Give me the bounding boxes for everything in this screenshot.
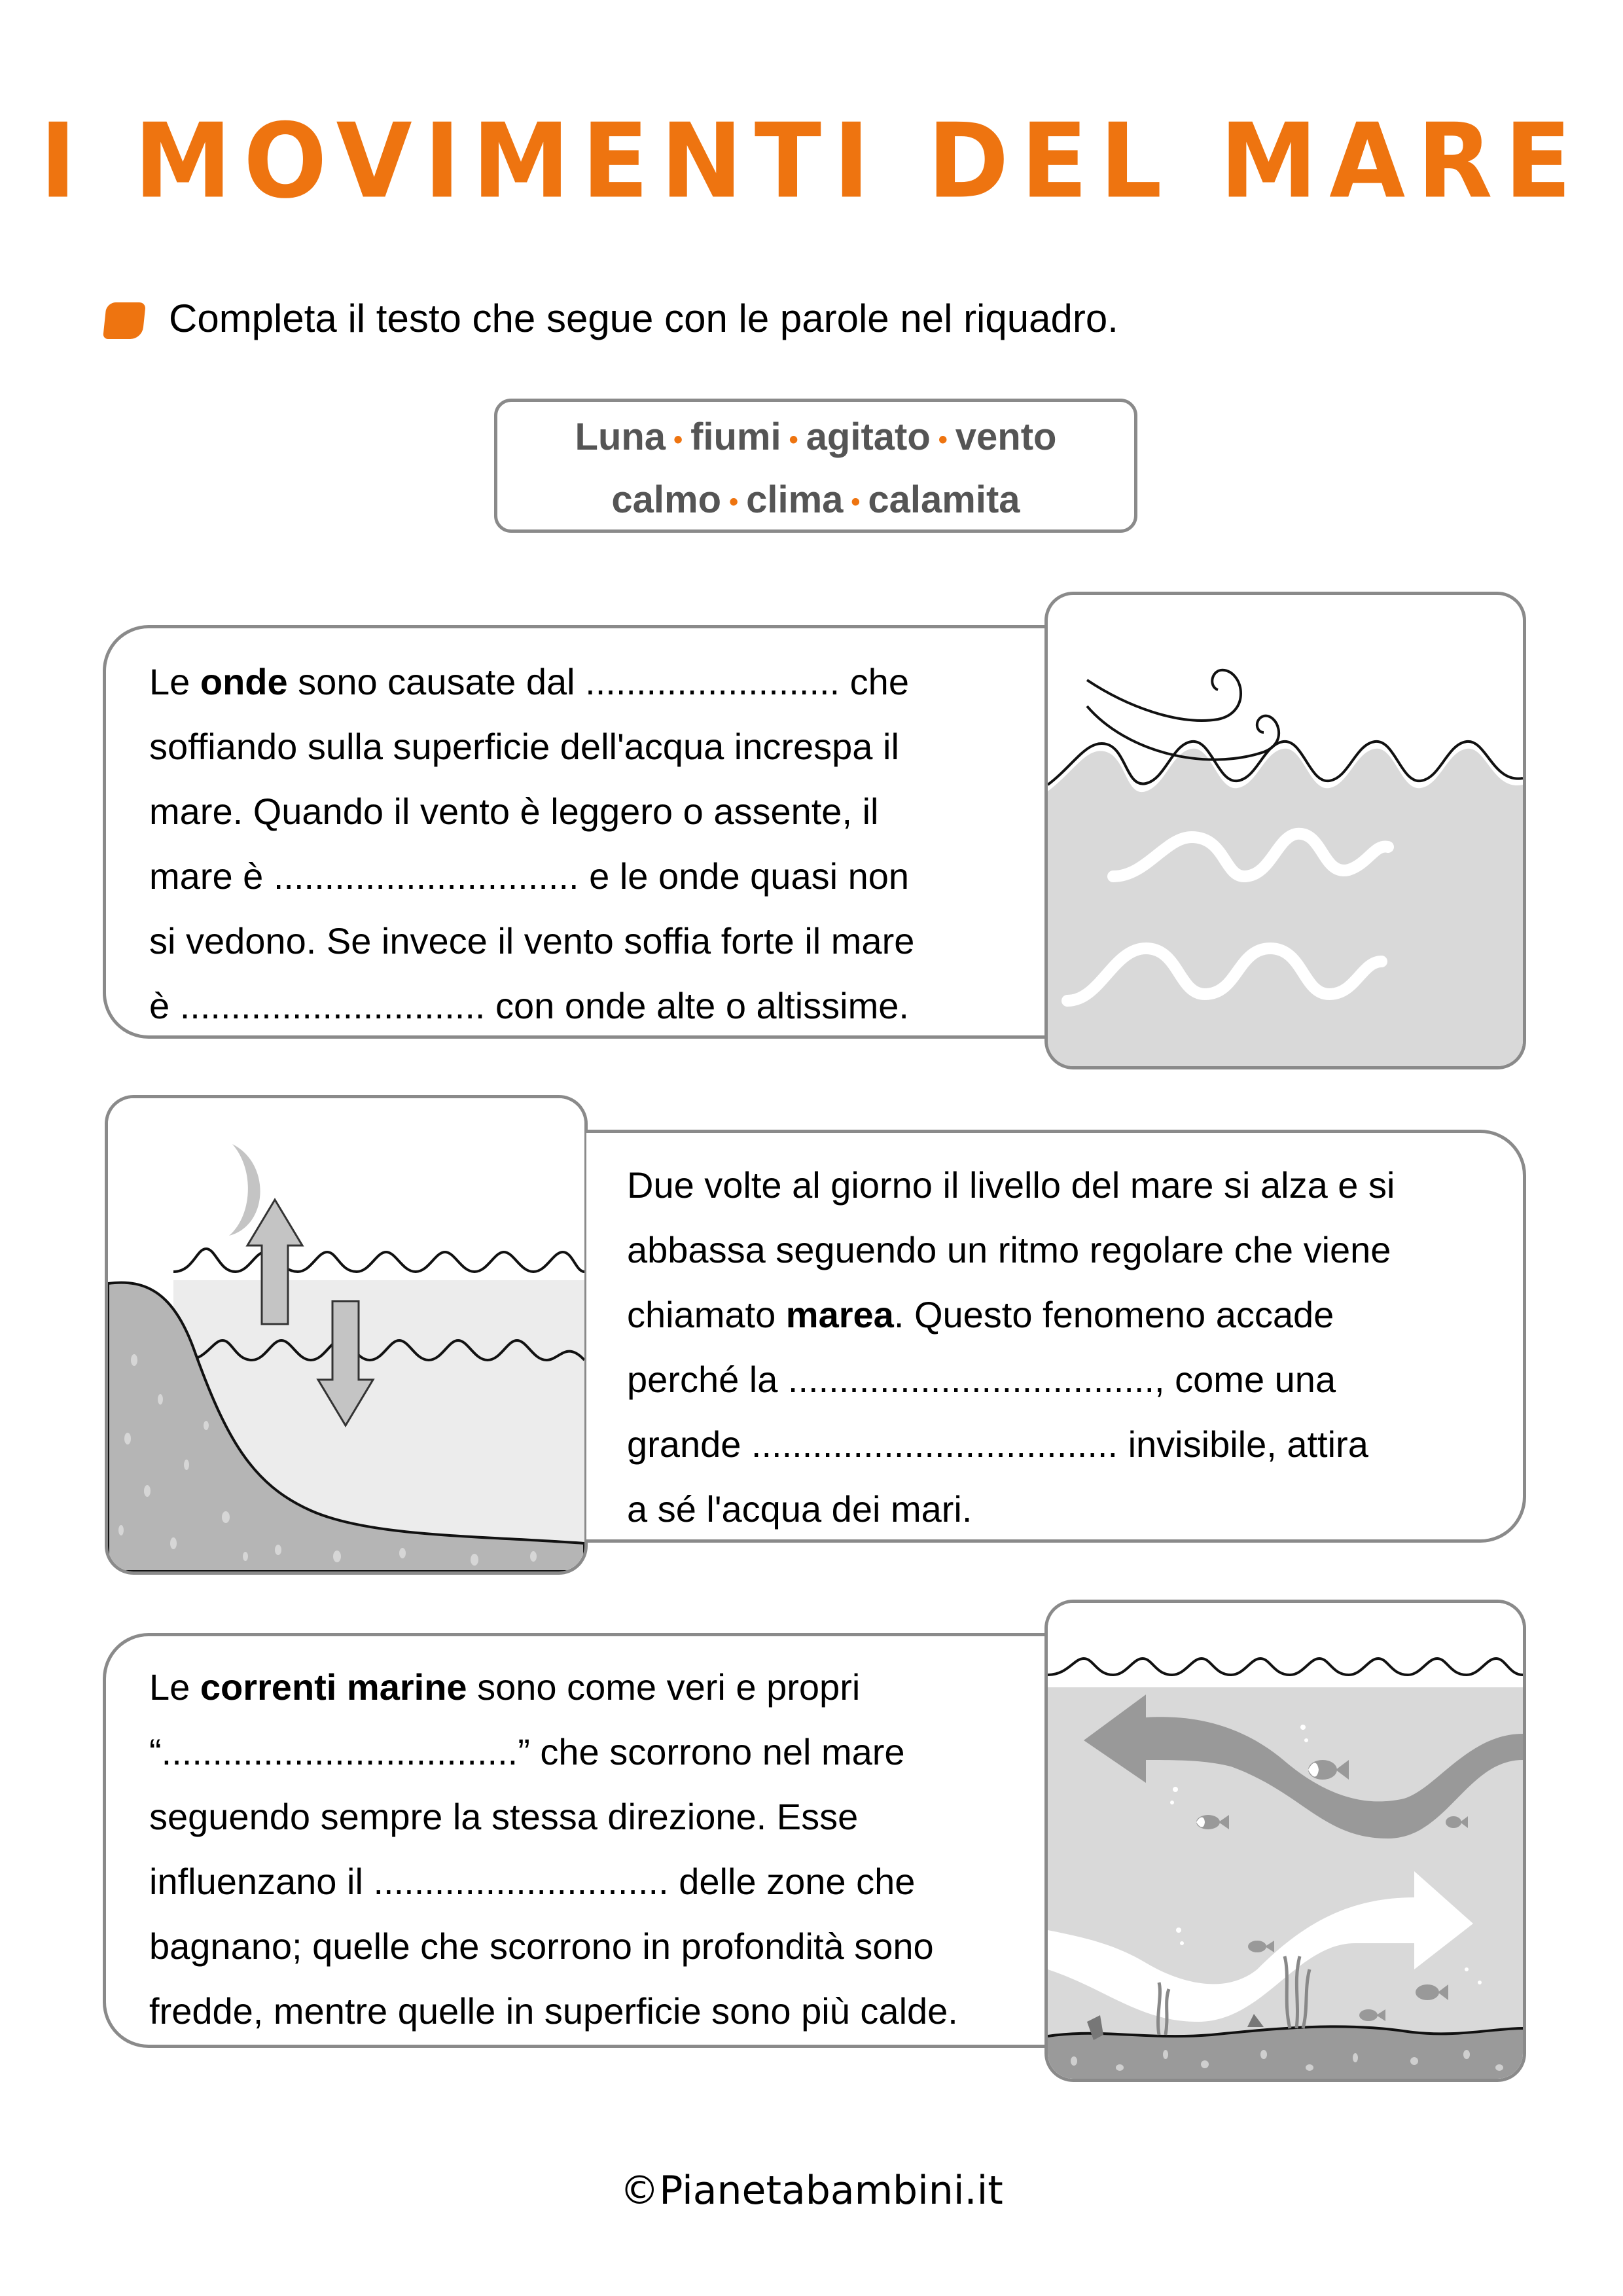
waves-text-box: [103, 625, 1048, 1039]
word-bank-word: agitato: [806, 416, 931, 458]
word-bank-word: Luna: [575, 416, 666, 458]
word-bank-word: vento: [955, 416, 1057, 458]
text-line: influenzano il ............................. delle zone che: [149, 1861, 916, 1902]
text-line: fredde, mentre quelle in superficie sono più calde.: [149, 1990, 958, 2032]
currents-text-box: [103, 1633, 1048, 2048]
instruction-bullet-icon: [103, 302, 146, 339]
text-segment: sono causate dal ......................... che: [287, 661, 909, 702]
text-segment: Le: [149, 661, 200, 702]
text-line: abbassa seguendo un ritmo regolare che viene: [627, 1229, 1391, 1270]
word-bank-word: calamita: [868, 478, 1020, 521]
text-line: seguendo sempre la stessa direzione. Esse: [149, 1796, 859, 1837]
copyright-footer: ©Pianetabambini.it: [620, 2168, 1003, 2214]
text-line: perché la ...................................., come una: [627, 1359, 1336, 1400]
text-line: “...................................” che scorrono nel mare: [149, 1731, 905, 1772]
word-bank-row-1: [497, 407, 1134, 470]
page-title: I MOVIMENTI DEL MARE: [39, 101, 1584, 222]
text-segment: chiamato: [627, 1294, 786, 1335]
word-bank-word: clima: [746, 478, 844, 521]
wind-waves-illustration: [1044, 592, 1526, 1069]
text-segment: Le: [149, 1666, 200, 1708]
bullet-separator-icon: •: [938, 425, 948, 454]
word-bank-box: [494, 399, 1137, 533]
tide-illustration: [105, 1095, 588, 1575]
bullet-separator-icon: •: [789, 425, 798, 454]
text-line: soffiando sulla superficie dell'acqua increspa il: [149, 726, 899, 767]
text-line: mare è .............................. e le onde quasi non: [149, 855, 910, 897]
text-line: [627, 1282, 1497, 1347]
text-line: a sé l'acqua dei mari.: [627, 1488, 972, 1530]
bullet-separator-icon: •: [673, 425, 683, 454]
tide-text-box: [586, 1130, 1526, 1543]
word-bank-word: fiumi: [690, 416, 781, 458]
text-segment: . Questo fenomeno accade: [893, 1294, 1334, 1335]
text-line: è .............................. con onde alte o altissime.: [149, 985, 909, 1026]
keyword-bold: correnti marine: [200, 1666, 467, 1708]
wind-gust-icon: [1087, 670, 1241, 721]
sea-currents-illustration: [1044, 1600, 1526, 2082]
text-line: grande .................................... invisibile, attira: [627, 1424, 1368, 1465]
text-line: [149, 649, 1022, 714]
text-line: si vedono. Se invece il vento soffia forte il mare: [149, 920, 915, 961]
text-line: Due volte al giorno il livello del mare si alza e si: [627, 1164, 1395, 1206]
text-line: bagnano; quelle che scorrono in profondità sono: [149, 1926, 934, 1967]
keyword-bold: onde: [200, 661, 288, 702]
bullet-separator-icon: •: [851, 488, 861, 517]
text-line: mare. Quando il vento è leggero o assente, il: [149, 791, 879, 832]
bullet-separator-icon: •: [729, 488, 739, 517]
keyword-bold: marea: [785, 1294, 894, 1335]
sea-fill: [1048, 749, 1523, 1066]
instruction-text: Completa il testo che segue con le parole nel riquadro.: [169, 296, 1118, 340]
word-bank-word: calmo: [611, 478, 722, 521]
text-line: [149, 1655, 1035, 1719]
text-segment: sono come veri e propri: [467, 1666, 861, 1708]
word-bank-row-2: [497, 470, 1134, 533]
